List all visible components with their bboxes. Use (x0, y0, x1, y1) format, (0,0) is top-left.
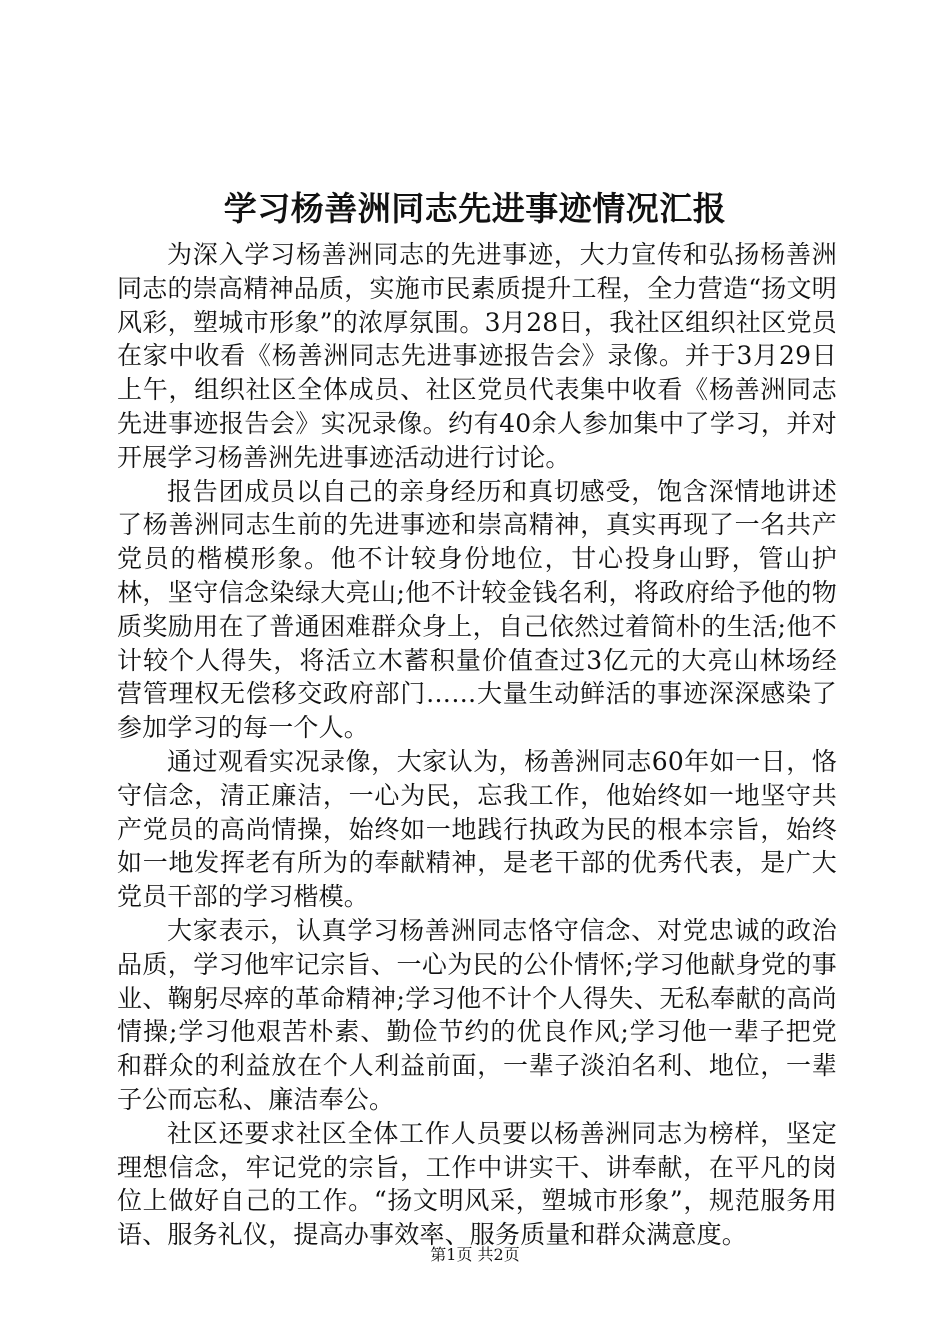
page-number-footer: 第1页 共2页 (430, 1245, 520, 1264)
document-title: 学习杨善洲同志先进事迹情况汇报 (223, 189, 727, 228)
paragraph-3: 通过观看实况录像，大家认为，杨善洲同志60年如一日，恪守信念，清正廉洁，一心为民，忘我工作，他始终如一地坚守共产党员的高尚情操，始终如一地践行执政为民的根本宗旨，始终如一地发挥老有所为的奉献精神，是老干部的优秀代表，是广大党员干部的学习楷模。 (117, 746, 837, 912)
document-body (117, 238, 837, 1252)
paragraph-5: 社区还要求社区全体工作人员要以杨善洲同志为榜样，坚定理想信念，牢记党的宗旨，工作中讲实干、讲奉献，在平凡的岗位上做好自己的工作。“扬文明风采，塑城市形象”，规范服务用语、服务礼仪，提高办事效率、服务质量和群众满意度。 (117, 1118, 837, 1250)
paragraph-2: 报告团成员以自己的亲身经历和真切感受，饱含深情地讲述了杨善洲同志生前的先进事迹和崇高精神，真实再现了一名共产党员的楷模形象。他不计较身份地位，甘心投身山野，管山护林，坚守信念染绿大亮山;他不计较金钱名利，将政府给予他的物质奖励用在了普通困难群众身上，自己依然过着简朴的生活;他不计较个人得失，将活立木蓄积量价值查过3亿元的大亮山林场经营管理权无偿移交政府部门……大量生动鲜活的事迹深深感染了参加学习的每一个人。 (117, 476, 837, 743)
paragraph-1: 为深入学习杨善洲同志的先进事迹，大力宣传和弘扬杨善洲同志的崇高精神品质，实施市民素质提升工程，全力营造“扬文明风彩，塑城市形象”的浓厚氛围。3月28日，我社区组织社区党员在家中收看《杨善洲同志先进事迹报告会》录像。并于3月29日上午，组织社区全体成员、社区党员代表集中收看《杨善洲同志先进事迹报告会》实况录像。约有40余人参加集中了学习，并对开展学习杨善洲先进事迹活动进行讨论。 (117, 240, 837, 472)
paragraph-4: 大家表示，认真学习杨善洲同志恪守信念、对党忠诚的政治品质，学习他牢记宗旨、一心为民的公仆情怀;学习他献身党的事业、鞠躬尽瘁的革命精神;学习他不计个人得失、无私奉献的高尚情操;学习他艰苦朴素、勤俭节约的优良作风;学习他一辈子把党和群众的利益放在个人利益前面，一辈子淡泊名利、地位，一辈子公而忘私、廉洁奉公。 (117, 915, 837, 1114)
